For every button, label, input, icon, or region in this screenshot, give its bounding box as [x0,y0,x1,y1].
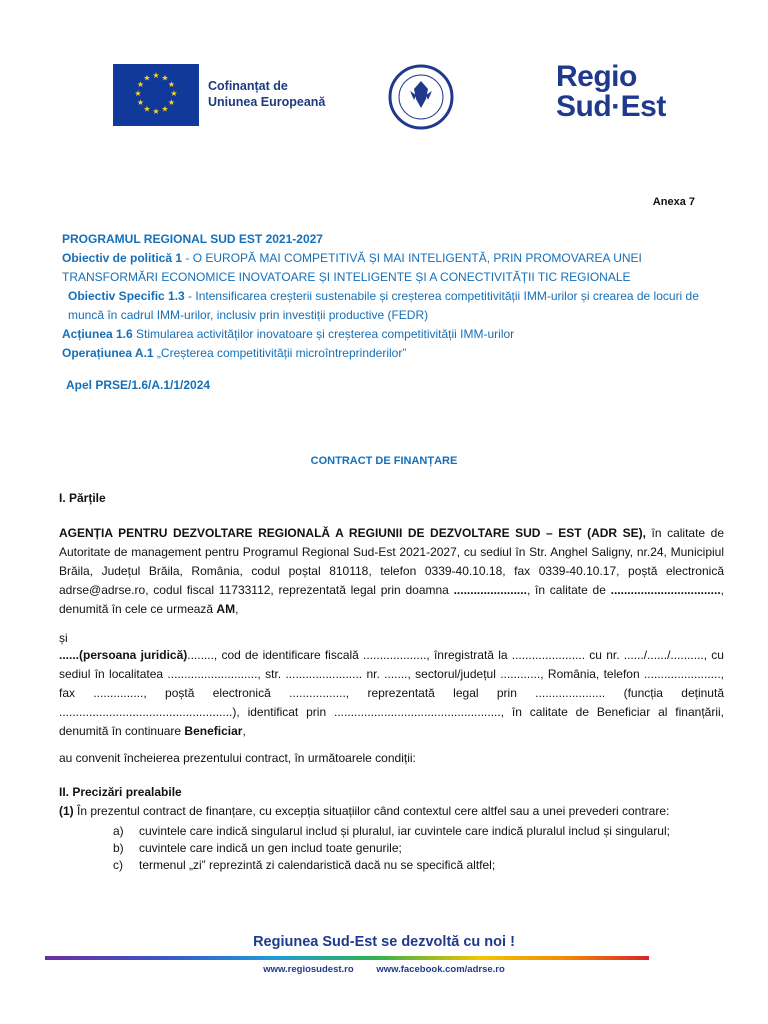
beneficiary-details: ........, cod de identificare fiscală ..................., înregistrată la ...................... cu nr. ....../....../.........., cu sediul în localitatea ..........................., str. ....................... nr. ......., sectorul/județul ............, România, telefon ......................., fax ..............., poștă electronică ................., reprezentată legal prin ..................... (funcția deținută ....................................................), identificat prin .................................................., în calitate de Beneficiar al finanțării, denumită în continuare [59,648,724,738]
svg-text:★: ★ [134,89,142,98]
specific-objective-text: - Intensificarea creșterii sustenabile și creșterea competitivității IMM-urilor și crearea de locuri de muncă în cadrul IMM-urilor, inclusiv prin investiții productive (FEDR) [68,289,699,322]
footer-slogan: Regiunea Sud-Est se dezvoltă cu noi ! [253,934,515,950]
paragraph-text: În prezentul contract de finanțare, cu excepția situațiilor când contextul cere altfel sau a unei prevederi contrare: [73,804,670,818]
list-text: cuvintele care indică singularul includ și pluralul, iar cuvintele care indică pluralul includ și singularul; [139,824,670,838]
svg-text:★: ★ [136,80,145,89]
and-connector: și [59,631,68,645]
footer-color-bar [45,956,649,960]
eu-text-line2: Uniunea Europeană [208,95,326,109]
operation-text: „Creșterea competitivității microîntreprinderilor” [153,346,407,360]
policy-objective-text: - O EUROPĂ MAI COMPETITIVĂ ȘI MAI INTELIGENTĂ, PRIN PROMOVAREA UNEI TRANSFORMĂRI ECONOMICE INOVATOARE ȘI INTELIGENTE ȘI A CONECTIVITĂȚII TIC REGIONALE [62,251,642,284]
eu-text-line1: Cofinanțat de [208,79,288,93]
operation-label: Operațiunea A.1 [62,346,154,360]
contract-title: CONTRACT DE FINANȚARE [310,455,458,467]
agreement-sentence: au convenit încheierea prezentului contract, în următoarele condiții: [59,751,416,765]
beneficiary-paragraph [59,646,724,741]
agency-paragraph [59,524,724,619]
svg-text:★: ★ [136,98,145,107]
eu-cofinanced-text [208,78,325,110]
list-marker: b) [113,841,124,855]
svg-text:★: ★ [143,73,151,83]
paragraph-number: (1) [59,804,74,818]
svg-text:★: ★ [152,71,160,80]
program-header [62,230,702,363]
agency-role-text: , în calitate de [526,583,611,597]
svg-text:★: ★ [143,104,151,114]
am-label: AM [216,602,236,616]
agency-details: în calitate de Autoritate de management pentru Programul Regional Sud-Est 2021-2027, cu sediul în Str. Anghel Saligny, nr.24, Municipiul Brăila, Județul Brăila, România, codul poștal 810118, telefon 0339-40.10.18, fax 0339-40.10.17, poștă electronică adrse@adrse.ro, codul fiscal 11733112, reprezentată legal prin doamna [59,526,724,597]
program-title: PROGRAMUL REGIONAL SUD EST 2021-2027 [62,232,323,246]
list-item [113,823,713,840]
svg-text:★: ★ [161,104,169,114]
website-link[interactable]: www.regiosudest.ro [263,964,354,975]
list-text: termenul „zi” reprezintă zi calendaristică dacă nu se specifică altfel; [139,858,496,872]
regio-sud-est-logo [556,62,666,132]
section-1-title [59,489,724,508]
list-text: cuvintele care indică un gen includ toate genurile; [139,841,402,855]
definitions-list [113,823,713,874]
section-1-heading: I. Părțile [59,491,106,505]
footer-links [0,964,768,975]
beneficiary-end-punct: , [242,724,246,738]
svg-text:★: ★ [170,89,178,98]
specific-objective-label: Obiectiv Specific 1.3 [68,289,185,303]
eu-flag-logo [113,64,199,126]
romanian-government-seal-logo [388,64,454,130]
svg-text:★: ★ [161,73,169,83]
beneficiary-legal-entity: ......(persoana juridică) [59,648,188,662]
svg-text:★: ★ [167,98,176,107]
section-2-title [59,783,724,802]
regio-logo-line2: Sud·Est [556,90,666,123]
agency-name: AGENȚIA PENTRU DEZVOLTARE REGIONALĂ A REGIUNII DE DEZVOLTARE SUD – EST (ADR SE), [59,526,646,540]
agency-denomination-text: , denumită în cele ce urmează [59,583,724,616]
agency-end-punct: , [235,602,239,616]
svg-text:★: ★ [167,80,176,89]
policy-objective-label: Obiectiv de politică 1 [62,251,183,265]
agency-representative-dots: ...................... [453,583,527,597]
action-label: Acțiunea 1.6 [62,327,133,341]
action-text: Stimularea activităților inovatoare și creșterea competitivității IMM-urilor [132,327,515,341]
section-2-paragraph-1 [59,802,724,821]
facebook-link[interactable]: www.facebook.com/adrse.ro [376,964,505,975]
svg-text:★: ★ [152,107,160,116]
section-2-heading: II. Precizări prealabile [59,785,182,799]
annex-label: Anexa 7 [652,196,695,208]
agency-role-dots: ................................. [610,583,721,597]
regio-logo-line1: Regio [556,60,637,93]
list-marker: c) [113,858,123,872]
list-item [113,857,713,874]
beneficiary-label: Beneficiar [184,724,243,738]
list-marker: a) [113,824,124,838]
list-item [113,840,713,857]
call-code: Apel PRSE/1.6/A.1/1/2024 [66,378,211,392]
